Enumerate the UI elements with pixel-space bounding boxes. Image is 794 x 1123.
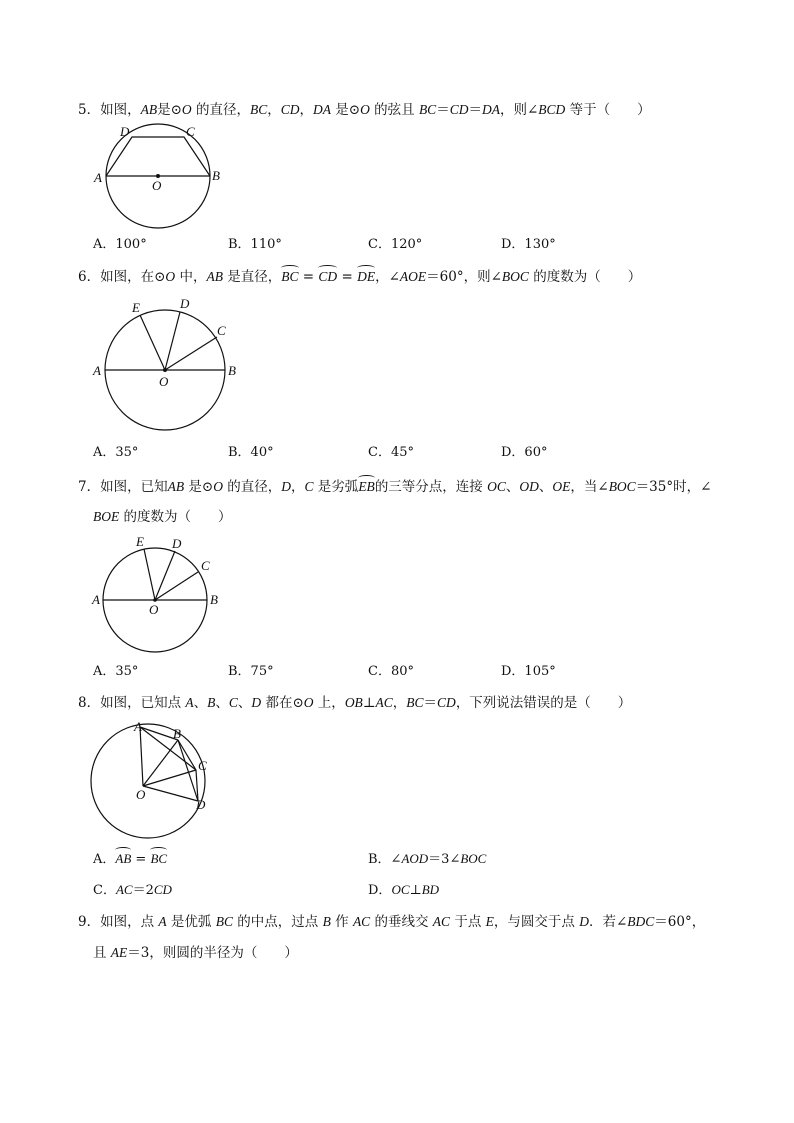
label-b: B [210,592,218,607]
q5-option-b[interactable]: B．110° [228,237,282,252]
label-o: O [149,602,159,617]
question-6-figure [90,290,250,440]
label-b: B [173,726,181,741]
q7-option-a[interactable]: A．35° [93,664,139,679]
label-o: O [152,178,162,193]
q5-option-a[interactable]: A．100° [93,237,147,252]
label-e: E [132,300,140,315]
q5-option-d[interactable]: D．130° [501,237,556,252]
segment-od [143,786,198,801]
chord-ac [140,727,196,770]
q8-option-c[interactable]: C．AC＝2CD [93,882,172,898]
question-5-figure [88,120,228,230]
question-9-stem-line2: 且 AE＝3，则圆的半径为（ ） [93,945,298,961]
arc-ab: AB [115,851,132,866]
label-d: D [196,797,206,812]
label-b: B [212,168,220,183]
q6-option-b[interactable]: B．40° [228,445,274,460]
q7-option-c[interactable]: C．80° [368,664,414,679]
radius-od [155,551,175,600]
q6-option-a[interactable]: A．35° [93,445,139,460]
question-9-stem-line1: 9．如图，点 A 是优弧 BC 的中点，过点 B 作 AC 的垂线交 AC 于点 E，与圆交于点 D．若∠BDC＝60°， [78,914,706,930]
label-d: D [172,536,182,551]
question-7-stem-line2: BOE 的度数为（ ） [93,509,232,525]
arc-cd: CD [318,269,338,284]
center-dot [163,368,167,372]
question-7-figure [88,533,238,658]
q8-option-d[interactable]: D．OC⊥BD [368,882,440,898]
question-6-stem: 6．如图，在⊙O 中，AB 是直径，BC = CD = DE，∠AOE＝60°，则∠BOC 的度数为（ ） [78,269,642,285]
question-8-stem: 8．如图，已知点 A、B、C、D 都在⊙O 上，OB⊥AC，BC＝CD，下列说法错误的是（ ） [78,695,632,711]
arc-de: DE [357,269,376,284]
label-d: D [120,124,130,139]
label-c: C [198,758,207,773]
label-e: E [136,534,144,549]
radius-oe [140,315,165,370]
q8-option-a[interactable]: A．AB = BC [93,851,168,867]
q6-option-c[interactable]: C．45° [368,445,414,460]
label-b: B [228,363,236,378]
chords-bcda [106,137,210,176]
q7-option-b[interactable]: B．75° [228,664,274,679]
segment-oa [140,727,143,786]
label-a: A [94,170,102,185]
label-d: D [180,296,190,311]
q8-option-b[interactable]: B．∠AOD＝3∠BOC [368,851,487,867]
circle [91,724,205,838]
label-a: A [93,363,101,378]
chord-bc [178,740,196,770]
radius-oe [144,549,155,600]
radius-oc [155,572,198,600]
label-c: C [217,323,226,338]
label-o: O [136,787,146,802]
arc-eb: EB [358,479,375,494]
q7-option-d[interactable]: D．105° [501,664,556,679]
label-o: O [159,374,169,389]
label-a: A [134,719,142,734]
q6-option-d[interactable]: D．60° [501,445,548,460]
arc-bc: BC [281,269,299,284]
label-a: A [92,592,100,607]
segment-ob [143,740,178,786]
label-c: C [186,124,195,139]
q5-option-c[interactable]: C．120° [368,237,423,252]
arc-bc: BC [150,851,168,866]
question-5-stem: 5．如图，AB是⊙O 的直径，BC，CD，DA 是⊙O 的弦且 BC＝CD＝DA，则∠BCD 等于（ ） [78,102,651,118]
label-c: C [201,558,210,573]
question-8-figure [88,718,228,843]
question-7-stem-line1: 7．如图，已知AB 是⊙O 的直径，D，C 是劣弧EB的三等分点，连接 OC、OD、OE，当∠BOC＝35°时，∠ [78,479,712,495]
